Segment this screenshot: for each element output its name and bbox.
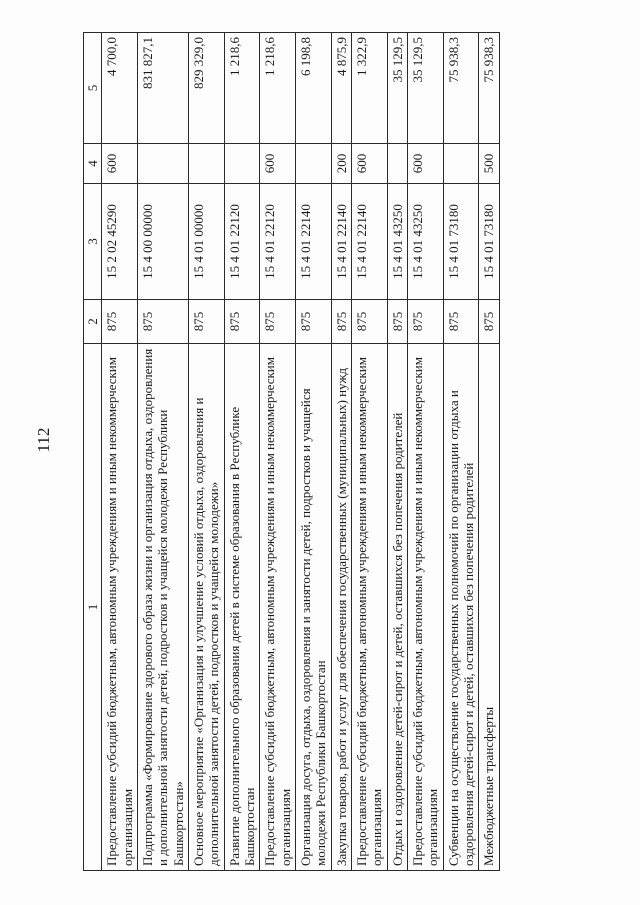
table-row xyxy=(188,33,224,871)
row-code: 875 xyxy=(331,300,351,344)
row-expense-type: 200 xyxy=(331,144,351,184)
row-target-article: 15 4 00 00000 xyxy=(137,184,188,300)
table-row xyxy=(407,33,443,871)
header-col-2: 2 xyxy=(84,300,102,344)
row-expense-type xyxy=(443,144,479,184)
row-expense-type xyxy=(224,144,260,184)
row-name: Предоставление субсидий бюджетным, автономным учреждениям и иным некоммерческим организациям xyxy=(351,344,387,871)
header-col-3: 3 xyxy=(84,184,102,300)
table-row xyxy=(102,33,138,871)
header-col-4: 4 xyxy=(84,144,102,184)
row-code: 875 xyxy=(407,300,443,344)
row-amount: 1 322,9 xyxy=(351,33,387,144)
row-code: 875 xyxy=(351,300,387,344)
row-name: Межбюджетные трансферты xyxy=(479,344,499,871)
row-expense-type: 600 xyxy=(407,144,443,184)
row-target-article: 15 4 01 22140 xyxy=(351,184,387,300)
row-amount: 829 329,0 xyxy=(188,33,224,144)
row-amount: 831 827,1 xyxy=(137,33,188,144)
table-row xyxy=(387,33,407,871)
row-code: 875 xyxy=(188,300,224,344)
header-col-5: 5 xyxy=(84,33,102,144)
row-name: Закупка товаров, работ и услуг для обеспечения государственных (муниципальных) нужд xyxy=(331,344,351,871)
row-target-article: 15 4 01 00000 xyxy=(188,184,224,300)
row-amount: 75 938,3 xyxy=(479,33,499,144)
row-expense-type: 600 xyxy=(260,144,296,184)
table-row xyxy=(224,33,260,871)
row-name: Предоставление субсидий бюджетным, автономным учреждениям и иным некоммерческим организациям xyxy=(102,344,138,871)
row-amount: 35 129,5 xyxy=(387,33,407,144)
table-header-row xyxy=(84,33,102,871)
row-name: Основное мероприятие «Организация и улучшение условий отдыха, оздоровления и дополнительной занятости детей, подростков и учащейся молодежи» xyxy=(188,344,224,871)
row-target-article: 15 4 01 73180 xyxy=(443,184,479,300)
row-amount: 4 875,9 xyxy=(331,33,351,144)
row-expense-type xyxy=(188,144,224,184)
table-row xyxy=(443,33,479,871)
row-name: Отдых и оздоровление детей-сирот и детей, оставшихся без попечения родителей xyxy=(387,344,407,871)
row-code: 875 xyxy=(479,300,499,344)
row-code: 875 xyxy=(387,300,407,344)
table-row xyxy=(137,33,188,871)
page-number: 112 xyxy=(34,427,53,453)
row-name: Предоставление субсидий бюджетным, автономным учреждениям и иным некоммерческим организациям xyxy=(407,344,443,871)
row-name: Предоставление субсидий бюджетным, автономным учреждениям и иным некоммерческим организациям xyxy=(260,344,296,871)
row-target-article: 15 2 02 45290 xyxy=(102,184,138,300)
row-code: 875 xyxy=(137,300,188,344)
row-target-article: 15 4 01 22120 xyxy=(260,184,296,300)
table-row xyxy=(479,33,499,871)
row-code: 875 xyxy=(443,300,479,344)
row-code: 875 xyxy=(224,300,260,344)
row-target-article: 15 4 01 22120 xyxy=(224,184,260,300)
row-amount: 35 129,5 xyxy=(407,33,443,144)
row-code: 875 xyxy=(260,300,296,344)
row-target-article: 15 4 01 22140 xyxy=(331,184,351,300)
row-target-article: 15 4 01 22140 xyxy=(295,184,331,300)
budget-table xyxy=(83,32,500,871)
row-code: 875 xyxy=(102,300,138,344)
row-name: Организация досуга, отдыха, оздоровления и занятости детей, подростков и учащейся молодежи Республики Башкортостан xyxy=(295,344,331,871)
row-amount: 1 218,6 xyxy=(260,33,296,144)
row-target-article: 15 4 01 73180 xyxy=(479,184,499,300)
row-name: Субвенции на осуществление государственных полномочий по организации отдыха и оздоровления детей-сирот и детей, оставшихся без попечения родителей xyxy=(443,344,479,871)
row-expense-type: 500 xyxy=(479,144,499,184)
row-amount: 1 218,6 xyxy=(224,33,260,144)
table-row xyxy=(351,33,387,871)
row-expense-type xyxy=(387,144,407,184)
row-amount: 4 700,0 xyxy=(102,33,138,144)
table-row xyxy=(295,33,331,871)
row-amount: 75 938,3 xyxy=(443,33,479,144)
row-expense-type: 600 xyxy=(351,144,387,184)
table-container xyxy=(83,33,573,871)
row-expense-type xyxy=(137,144,188,184)
table-row xyxy=(331,33,351,871)
row-expense-type: 600 xyxy=(102,144,138,184)
row-code: 875 xyxy=(295,300,331,344)
row-target-article: 15 4 01 43250 xyxy=(387,184,407,300)
table-row xyxy=(260,33,296,871)
row-expense-type xyxy=(295,144,331,184)
header-col-1: 1 xyxy=(84,344,102,871)
table-rotator xyxy=(83,33,573,871)
row-name: Развитие дополнительного образования детей в системе образования в Республике Башкортостан xyxy=(224,344,260,871)
row-name: Подпрограмма «Формирование здорового образа жизни и организация отдыха, оздоровления и дополнительной занятости детей, подростков и учащейся молодежи Республики Башкортостан» xyxy=(137,344,188,871)
row-target-article: 15 4 01 43250 xyxy=(407,184,443,300)
row-amount: 6 198,8 xyxy=(295,33,331,144)
